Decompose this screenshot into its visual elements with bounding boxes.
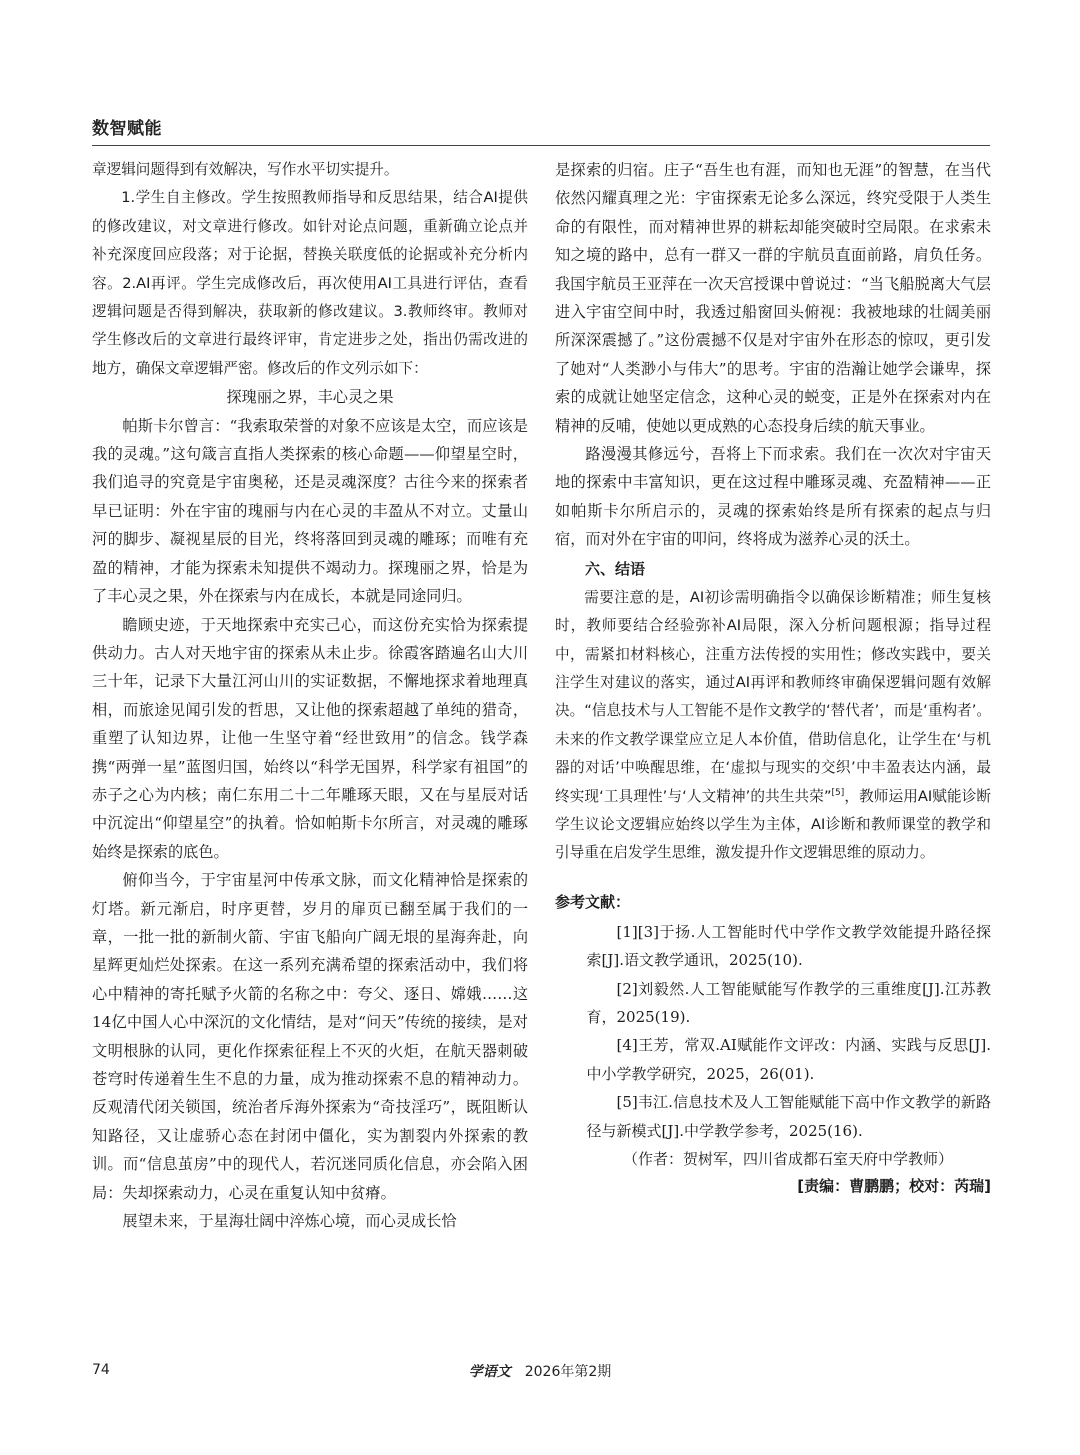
journal-footer bbox=[0, 1361, 1080, 1381]
left-column bbox=[92, 156, 528, 1235]
right-column bbox=[555, 156, 991, 1199]
journal-name: 学语文 bbox=[468, 1364, 511, 1380]
paragraph: 俯仰当今，于宇宙星河中传承文脉，而文化精神恰是探索的灯塔。新元渐启，时序更替，岁月的扉页已翻至属于我们的一章，一批一批的新制火箭、宇宙飞船向广阔无垠的星海奔赴，向星辉更灿烂处探索。在这一系列充满希望的探索活动中，我们将心中精神的寄托赋予火箭的名称之中：夸父、逐日、嫦娥……这14亿中国人心中深沉的文化情结，是对“问天”传统的接续，是对文明根脉的认同，更化作探索征程上不灭的火炬，在航天器刺破苍穹时传递着生生不息的力量，成为推动探索不息的精神动力。反观清代闭关锁国，统治者斥海外探索为“奇技淫巧”，既阻断认知路径，又让虚骄心态在封闭中僵化，实为割裂内外探索的教训。而“信息茧房”中的现代人，若沉迷同质化信息，亦会陷入困局：失却探索动力，心灵在重复认知中贫瘠。 bbox=[92, 871, 528, 1202]
section-header: 数智赋能 bbox=[92, 119, 162, 139]
paragraph: 是探索的归宿。庄子“吾生也有涯，而知也无涯”的智慧，在当代依然闪耀真理之光：宇宙探索无论多么深远，终究受限于人类生命的有限性，而对精神世界的耕耘却能突破时空局限。在求索未知之境的路中，总有一群又一群的宇航员直面前路，肩负任务。我国宇航员王亚萍在一次天宫授课中曾说过：“当飞船脱离大气层进入宇宙空间中时，我透过船窗回头俯视：我被地球的壮阔美丽所深深震撼了。”这份震撼不仅是对宇宙外在形态的惊叹，更引发了她对“人类渺小与伟大”的思考。宇宙的浩瀚让她学会谦卑，探索的成就让她坚定信念，这种心灵的蜕变，正是外在探索对内在精神的反哺，使她以更成熟的心态投身后续的航天事业。 bbox=[555, 161, 991, 435]
author-note: （作者：贺树军，四川省成都石室天府中学教师） bbox=[622, 1150, 953, 1168]
editor-note: [责编：曹鹏鹏；校对：芮瑞] bbox=[797, 1177, 991, 1196]
references-heading: 参考文献： bbox=[555, 892, 631, 911]
reference-item: [1][3]于扬.人工智能时代中学作文教学效能提升路径探索[J].语文教学通讯，2025(10). bbox=[586, 922, 991, 970]
essay-title: 探瑰丽之界，丰心灵之果 bbox=[226, 388, 394, 407]
journal-issue: 2026年第2期 bbox=[524, 1364, 612, 1380]
conclusion-paragraph bbox=[555, 584, 991, 868]
paragraph: 展望未来，于星海壮阔中淬炼心境，而心灵成长恰 bbox=[122, 1212, 457, 1231]
section-heading: 六、结语 bbox=[585, 559, 646, 578]
header-rule bbox=[92, 145, 990, 146]
paragraph: 帕斯卡尔曾言：“我索取荣誉的对象不应该是太空，而应该是我的灵魂。”这句箴言直指人类探索的核心命题——仰望星空时，我们追寻的究竟是宇宙奥秘，还是灵魂深度？古往今来的探索者早已证明：外在宇宙的瑰丽与内在心灵的丰盈从不对立。丈量山河的脚步、凝视星辰的目光，终将落回到灵魂的雕琢；而唯有充盈的精神，才能为探索未知提供不竭动力。探瑰丽之界，恰是为了丰心灵之果，外在探索与内在成长，本就是同途同归。 bbox=[92, 416, 528, 606]
paragraph: 章逻辑问题得到有效解决，写作水平切实提升。 bbox=[92, 161, 399, 178]
reference-item: [2]刘毅然.人工智能赋能写作教学的三重维度[J].江苏教育，2025(19). bbox=[586, 979, 991, 1026]
paragraph: 路漫漫其修远兮，吾将上下而求索。我们在一次次对宇宙天地的探索中丰富知识，更在这过程中雕琢灵魂、充盈精神——正如帕斯卡尔所启示的，灵魂的探索始终是所有探索的起点与归宿，而对外在宇宙的叩问，终将成为滋养心灵的沃土。 bbox=[555, 445, 991, 549]
page-number: 74 bbox=[92, 1362, 110, 1378]
citation-marker: [5] bbox=[831, 787, 845, 798]
conclusion-text-b: ，教师运用AI赋能诊断学生议论文逻辑应始终以学生为主体，AI诊断和教师课堂的教学和引导重在启发学生思维，激发提升作文逻辑思维的原动力。 bbox=[555, 787, 991, 862]
conclusion-text-a: 需要注意的是，AI初诊需明确指令以确保诊断精准；师生复核时，教师要结合经验弥补AI局限，深入分析问题根源；指导过程中，需紧扣材料核心，注重方法传授的实用性；修改实践中，要关注学生对建议的落实，通过AI再评和教师终审确保逻辑问题有效解决。“信息技术与人工智能不是作文教学的‘替代者’，而是‘重构者’。未来的作文教学课堂应立足人本价值，借助信息化，让学生在‘与机器的对话’中唤醒思维，在‘虚拟与现实的交织’中丰盈表达内涵，最终实现‘工具理性’与‘人文精神’的共生共荣” bbox=[555, 588, 991, 805]
reference-item: [5]韦江.信息技术及人工智能赋能下高中作文教学的新路径与新模式[J].中学教学参考，2025(16). bbox=[586, 1093, 991, 1140]
paragraph: 1.学生自主修改。学生按照教师指导和反思结果，结合AI提供的修改建议，对文章进行修改。如针对论点问题，重新确立论点并补充深度回应段落；对于论据，替换关联度低的论据或补充分析内容。2.AI再评。学生完成修改后，再次使用AI工具进行评估，查看逻辑问题是否得到解决，获取新的修改建议。3.教师终审。教师对学生修改后的文章进行最终评审，肯定进步之处，指出仍需改进的地方，确保文章逻辑严密。修改后的作文列示如下： bbox=[92, 189, 528, 377]
reference-item: [4]王芳，常双.AI赋能作文评改：内涵、实践与反思[J].中小学教学研究，2025，26(01). bbox=[586, 1036, 991, 1083]
paragraph: 瞻顾史迹，于天地探索中充实己心，而这份充实恰为探索提供动力。古人对天地宇宙的探索从未止步。徐霞客踏遍名山大川三十年，记录下大量江河山川的实证数据，不懈地探求着地理真相，而旅途见闻引发的哲思，又让他的探索超越了单纯的猎奇，重塑了认知边界，让他一生坚守着“经世致用”的信念。钱学森携“两弹一星”蓝图归国，始终以“科学无国界，科学家有祖国”的赤子之心为内核；南仁东用二十二年雕琢天眼，又在与星辰对话中沉淀出“仰望星空”的执着。恰如帕斯卡尔所言，对灵魂的雕琢始终是探索的底色。 bbox=[92, 615, 528, 861]
